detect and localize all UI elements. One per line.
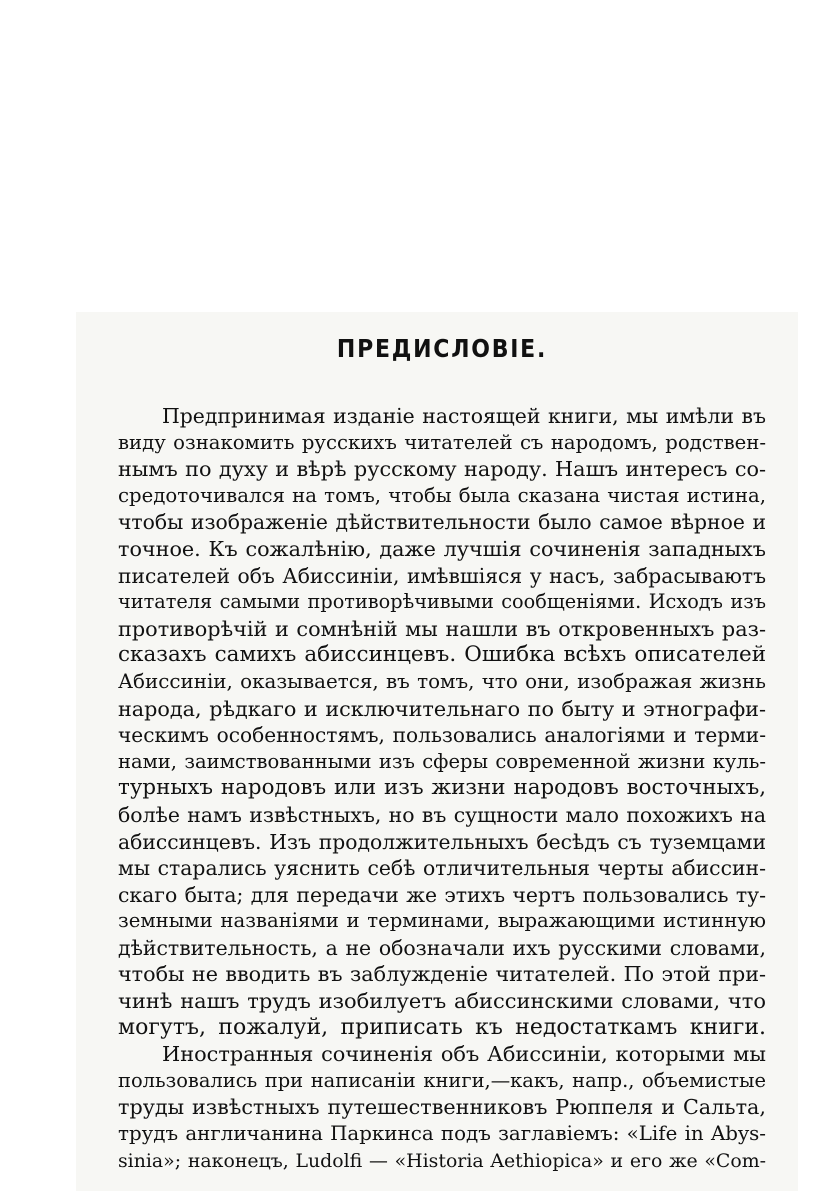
text-line: земными названіями и терминами, выражающими истинную [118,909,766,933]
text-line: писателей объ Абиссиніи, имѣвшіяся у насъ, забрасываютъ [118,563,766,588]
text-line: абиссинцевъ. Изъ продолжительныхъ бесѣдъ съ туземцами [118,829,766,854]
text-line: средоточивался на томъ, чтобы была сказана чистая истина, [118,483,766,507]
text-line: турныхъ народовъ или изъ жизни народовъ восточныхъ, [118,775,766,801]
text-line: читателя самыми противорѣчивыми сообщеніями. Исходъ изъ [118,590,766,614]
text-line: чтобы не вводить въ заблужденіе читателей. По этой при- [118,962,766,987]
text-line: пользовались при написаніи книги,—какъ, напр., объемистые [118,1068,766,1092]
text-line: противорѣчій и сомнѣній мы нашли въ откровенныхъ раз- [118,616,766,641]
page-title: ПРЕДИСЛОВІЕ. [336,334,548,363]
text-line: точное. Къ сожалѣнію, даже лучшія сочиненія западныхъ [118,536,766,561]
document-page [118,334,766,1174]
text-line: нымъ по духу и вѣрѣ русскому народу. Нашъ интересъ со- [118,457,766,482]
text-line: сказахъ самихъ абиссинцевъ. Ошибка всѣхъ описателей [118,642,766,668]
text-line: чинѣ нашъ трудъ изобилуетъ абиссинскими словами, что [118,989,766,1014]
text-line: Предпринимая изданіе настоящей книги, мы имѣли въ [162,404,766,428]
text-line: виду ознакомить русскихъ читателей съ народомъ, родствен- [118,430,766,454]
text-line: Иностранныя сочиненія объ Абиссиніи, которыми мы [162,1042,766,1067]
text-line: sinia»; наконецъ, Ludolfi — «Historia Aethiopica» и его же «Com- [118,1149,766,1172]
text-line: народа, рѣдкаго и исключительнаго по быту и этнографи- [118,696,766,721]
text-line: могутъ, пожалуй, приписать къ недостаткамъ книги. [118,1014,766,1040]
text-line: болѣе намъ извѣстныхъ, но въ сущности мало похожихъ на [118,802,766,827]
text-line: нами, заимствованными изъ сферы современной жизни куль- [118,749,766,773]
text-line: ческимъ особенностямъ, пользовались аналогіями и терми- [118,723,766,748]
text-line: дѣйствительность, а не обозначали ихъ русскими словами, [118,935,766,960]
text-line: чтобы изображеніе дѣйствительности было самое вѣрное и [118,510,766,535]
text-line: труды извѣстныхъ путешественниковъ Рюппеля и Сальта, [118,1095,766,1120]
text-line: скаго быта; для передачи же этихъ чертъ пользовались ту- [118,882,766,907]
text-line: Абиссиніи, оказывается, въ томъ, что они, изображая жизнь [118,669,766,693]
text-line: трудъ англичанина Паркинса подъ заглавіемъ: «Life in Abys- [118,1122,766,1146]
preface-text [118,403,766,1174]
text-line: мы старались уяснить себѣ отличительныя черты абиссин- [118,856,766,881]
